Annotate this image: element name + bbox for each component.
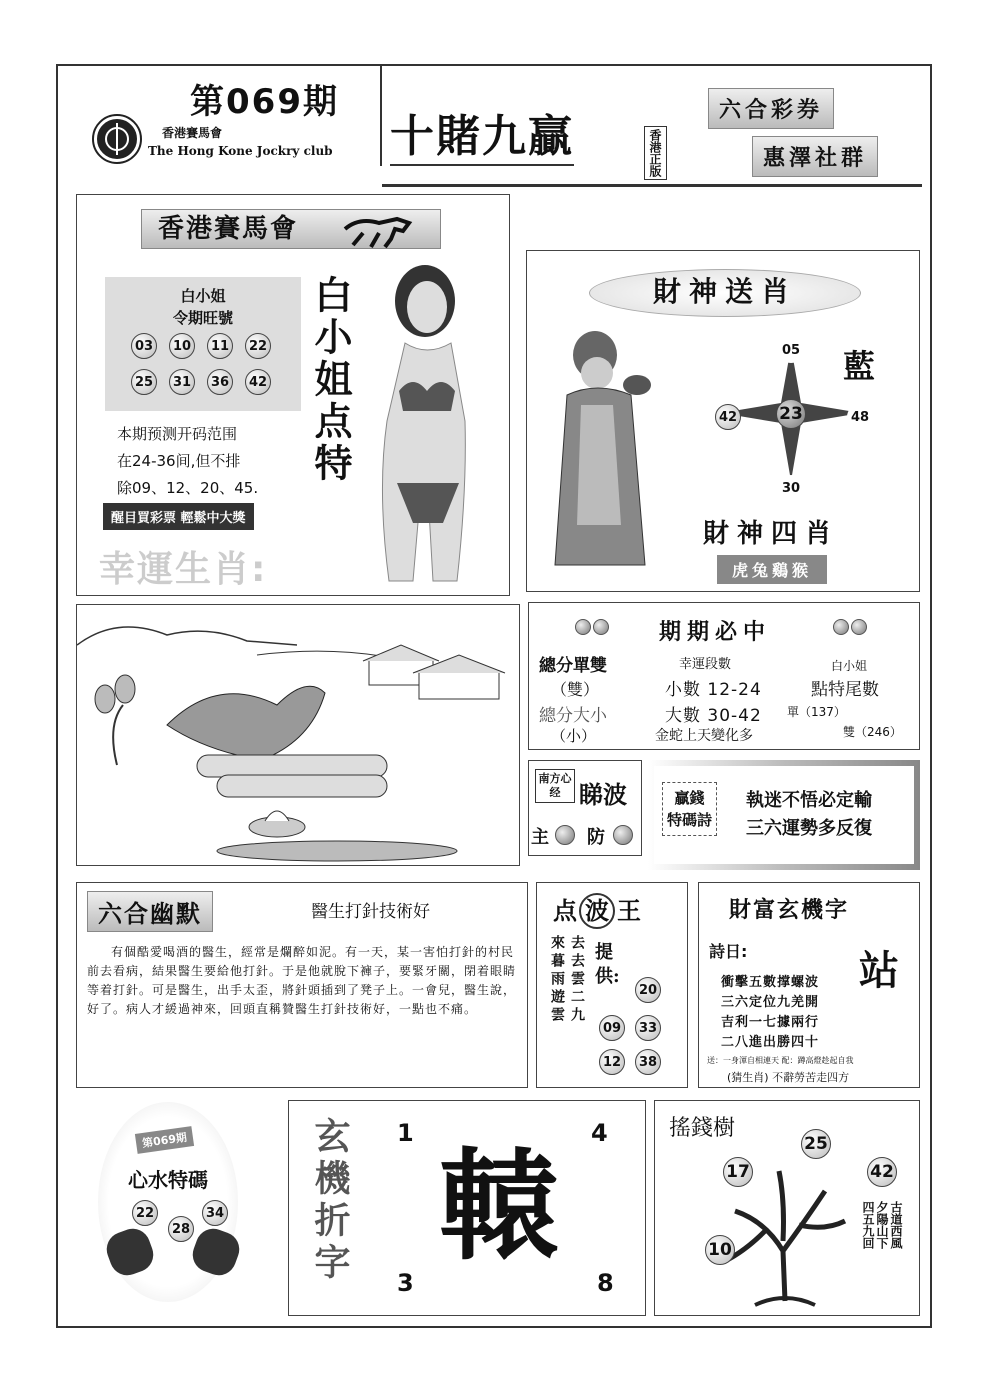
caishen-figure-icon bbox=[541, 325, 661, 589]
yaoqian-panel bbox=[654, 1100, 920, 1316]
qiqi-r4c2: 金蛇上天變化多 bbox=[655, 728, 753, 744]
lucky-number: 03 bbox=[131, 333, 157, 359]
xuanji-n3: 3 bbox=[397, 1269, 414, 1297]
coin-icon bbox=[833, 619, 849, 635]
main-title: 十賭九贏 bbox=[390, 100, 574, 166]
lucky-number: 42 bbox=[245, 369, 271, 395]
xuanji-n1: 1 bbox=[397, 1119, 414, 1147]
qiqi-r2c1: （雙） bbox=[551, 680, 600, 699]
lucky-number-grid bbox=[131, 333, 281, 395]
four-zodiac-list: 虎兔鷄猴 bbox=[717, 555, 827, 584]
poem-label: 贏錢 特碼詩 bbox=[662, 782, 717, 836]
dianbo-number: 09 bbox=[599, 1015, 625, 1041]
dianbo-panel bbox=[536, 882, 688, 1088]
caifu-panel bbox=[698, 882, 920, 1088]
poem-line-1: 執迷不悟必定輸 bbox=[746, 790, 872, 811]
dianbo-title bbox=[553, 891, 641, 929]
nanfang-label: 南方心经 bbox=[535, 769, 575, 803]
tree-number: 25 bbox=[801, 1129, 831, 1159]
qiqi-r1c2: 幸運段數 bbox=[679, 657, 732, 672]
xinshui-panel bbox=[98, 1102, 238, 1302]
tag-community: 惠澤社群 bbox=[752, 136, 878, 177]
range-text: 本期预测开码范围 在24-36间,但不排 除09、12、20、45. bbox=[117, 425, 259, 497]
lucky-number: 36 bbox=[207, 369, 233, 395]
poem-panel bbox=[648, 760, 920, 870]
tag-lottery: 六合彩券 bbox=[708, 88, 834, 129]
qiqi-r1c1: 總分單雙 bbox=[539, 656, 607, 676]
humor-panel bbox=[76, 882, 528, 1088]
xuanji-label: 玄機折字 bbox=[309, 1117, 351, 1285]
dianbo-poem-col: 來暮雨遊雲 bbox=[549, 935, 565, 1025]
issue-number: 第069期 bbox=[190, 82, 339, 122]
lucky-number: 25 bbox=[131, 369, 157, 395]
caishen-bottom-number: 30 bbox=[778, 475, 804, 501]
dianbo-number: 38 bbox=[635, 1049, 661, 1075]
caishen-right-number: 48 bbox=[847, 404, 873, 430]
lucky-zodiac-title: 幸運生肖: bbox=[99, 549, 268, 590]
caifu-note-1: 送：一身渾自相連天 配：蹲高燈趁起自我 bbox=[707, 1056, 854, 1065]
humor-body: 有個酷愛喝酒的醫生，經常是爛醉如泥。有一天，某一害怕打針的村民前去看病，結果醫生要給他打針。于是他就脫下褲子，要緊牙關，閉着眼睛等着打針。可是醫生，出手太歪，將針頭插到了凳子上。一會兒，醫生說，好了。病人才緩過神來，回頭直稱贊醫生打針技術好，一點也不痛。 bbox=[87, 945, 517, 1016]
humor-subtitle: 醫生打針技術好 bbox=[311, 902, 430, 922]
dianbo-number: 20 bbox=[635, 977, 661, 1003]
boxing-glove-icon bbox=[188, 1224, 244, 1280]
jockey-logo-icon bbox=[94, 116, 140, 162]
qiqi-bizhong-panel bbox=[528, 602, 920, 750]
qiqi-r3c1: 總分大小 bbox=[539, 706, 607, 726]
xinshui-number: 34 bbox=[202, 1200, 228, 1226]
horse-icon bbox=[339, 211, 419, 253]
caishen-title: 財神送肖 bbox=[589, 269, 861, 317]
caifu-big-char: 站 bbox=[859, 947, 899, 994]
dianbo-poem-col: 去去雲二九 bbox=[569, 935, 585, 1025]
caifu-line-2: 三六定位九羌開 bbox=[721, 995, 820, 1010]
header-rule bbox=[382, 184, 922, 187]
defend-ball-icon bbox=[613, 825, 633, 845]
lucky-number: 11 bbox=[207, 333, 233, 359]
caifu-title: 財富玄機字 bbox=[729, 897, 850, 923]
slogan: 醒目買彩票 輕鬆中大獎 bbox=[103, 503, 254, 530]
dianbo-number: 12 bbox=[599, 1049, 625, 1075]
lucky-number: 22 bbox=[245, 333, 271, 359]
coin-icon bbox=[575, 619, 591, 635]
caishen-top-number: 05 bbox=[778, 337, 804, 363]
boxing-glove-icon bbox=[102, 1224, 158, 1280]
caifu-line-3: 吉利一七據兩行 bbox=[721, 1015, 820, 1030]
four-zodiac-title: 財神四肖 bbox=[703, 519, 840, 549]
qiqi-r2c3: 點特尾數 bbox=[811, 680, 879, 700]
nanfang-title: 睇波 bbox=[579, 780, 627, 809]
main-ball-icon bbox=[555, 825, 575, 845]
xinshui-badge: 第069期 bbox=[135, 1126, 194, 1154]
dianbo-number: 33 bbox=[635, 1015, 661, 1041]
dianbo-title-a: 点 bbox=[553, 896, 577, 925]
qiqi-r2c2: 小數 12-24 bbox=[665, 680, 762, 700]
color-word: 藍 bbox=[843, 347, 876, 385]
coin-icon bbox=[851, 619, 867, 635]
tree-number: 17 bbox=[723, 1157, 753, 1187]
vertical-title: 白小姐点特 bbox=[308, 275, 353, 485]
caishen-left-number: 42 bbox=[715, 404, 741, 430]
lucky-number: 31 bbox=[169, 369, 195, 395]
xuanji-big-char: 轅 bbox=[439, 1136, 559, 1277]
humor-title: 六合幽默 bbox=[87, 891, 213, 932]
caishen-panel bbox=[526, 250, 920, 592]
lucky-number-card bbox=[105, 277, 301, 411]
lucky-card-title: 白小姐 令期旺號 bbox=[172, 287, 233, 327]
dianbo-title-c: 王 bbox=[617, 896, 641, 925]
club-name-cn: 香港賽馬會 bbox=[162, 126, 223, 140]
xuanji-n4: 4 bbox=[591, 1119, 608, 1147]
xinshui-number: 22 bbox=[132, 1200, 158, 1226]
qiqi-r4c3: 雙（246） bbox=[843, 725, 902, 739]
qiqi-title: 期期必中 bbox=[659, 619, 772, 645]
baixiaojie-panel bbox=[76, 194, 510, 596]
caifu-note-2: (猜生肖) 不辭勞苦走四方 bbox=[727, 1071, 850, 1084]
header-left bbox=[58, 66, 382, 166]
jockey-banner: 香港賽馬會 bbox=[141, 209, 441, 249]
money-tree-icon bbox=[695, 1141, 865, 1315]
tree-number: 42 bbox=[867, 1157, 897, 1187]
coin-icon bbox=[593, 619, 609, 635]
xinshui-title: 心水特碼 bbox=[128, 1168, 208, 1192]
rooster-illustration bbox=[76, 604, 520, 866]
dianbo-title-b: 波 bbox=[579, 893, 615, 929]
poem-line-2: 三六運勢多反復 bbox=[746, 818, 872, 839]
caishen-center-number: 23 bbox=[776, 399, 806, 429]
nanfang-panel bbox=[528, 760, 642, 856]
xuanji-n8: 8 bbox=[597, 1269, 614, 1297]
tree-number: 10 bbox=[705, 1235, 735, 1265]
qiqi-r4c1: （小） bbox=[551, 727, 597, 745]
yaoqian-title: 搖錢樹 bbox=[669, 1116, 736, 1141]
caifu-line-1: 衝擊五數撑螺波 bbox=[721, 975, 820, 990]
qiqi-r3c3: 單（137） bbox=[787, 705, 846, 719]
caifu-shi: 詩日: bbox=[709, 942, 748, 961]
club-name-en: The Hong Kone Jockry club bbox=[148, 144, 333, 158]
xuanji-panel bbox=[288, 1100, 646, 1316]
dianbo-provide: 提供: bbox=[595, 942, 620, 987]
qiqi-r1c3: 白小姐 bbox=[831, 659, 868, 673]
xinshui-number: 28 bbox=[168, 1216, 194, 1242]
newspaper-page bbox=[56, 64, 932, 1328]
lucky-number: 10 bbox=[169, 333, 195, 359]
defend-label: 防 bbox=[587, 827, 605, 848]
yaoqian-poem: 古道西風 夕陽山下 四五九回 bbox=[861, 1201, 903, 1249]
model-photo bbox=[347, 261, 497, 591]
caifu-line-4: 二八進出勝四十 bbox=[721, 1035, 820, 1050]
edition-tag: 香港正版 bbox=[644, 126, 667, 180]
main-label: 主 bbox=[531, 827, 549, 848]
qiqi-r3c2: 大數 30-42 bbox=[665, 706, 762, 726]
